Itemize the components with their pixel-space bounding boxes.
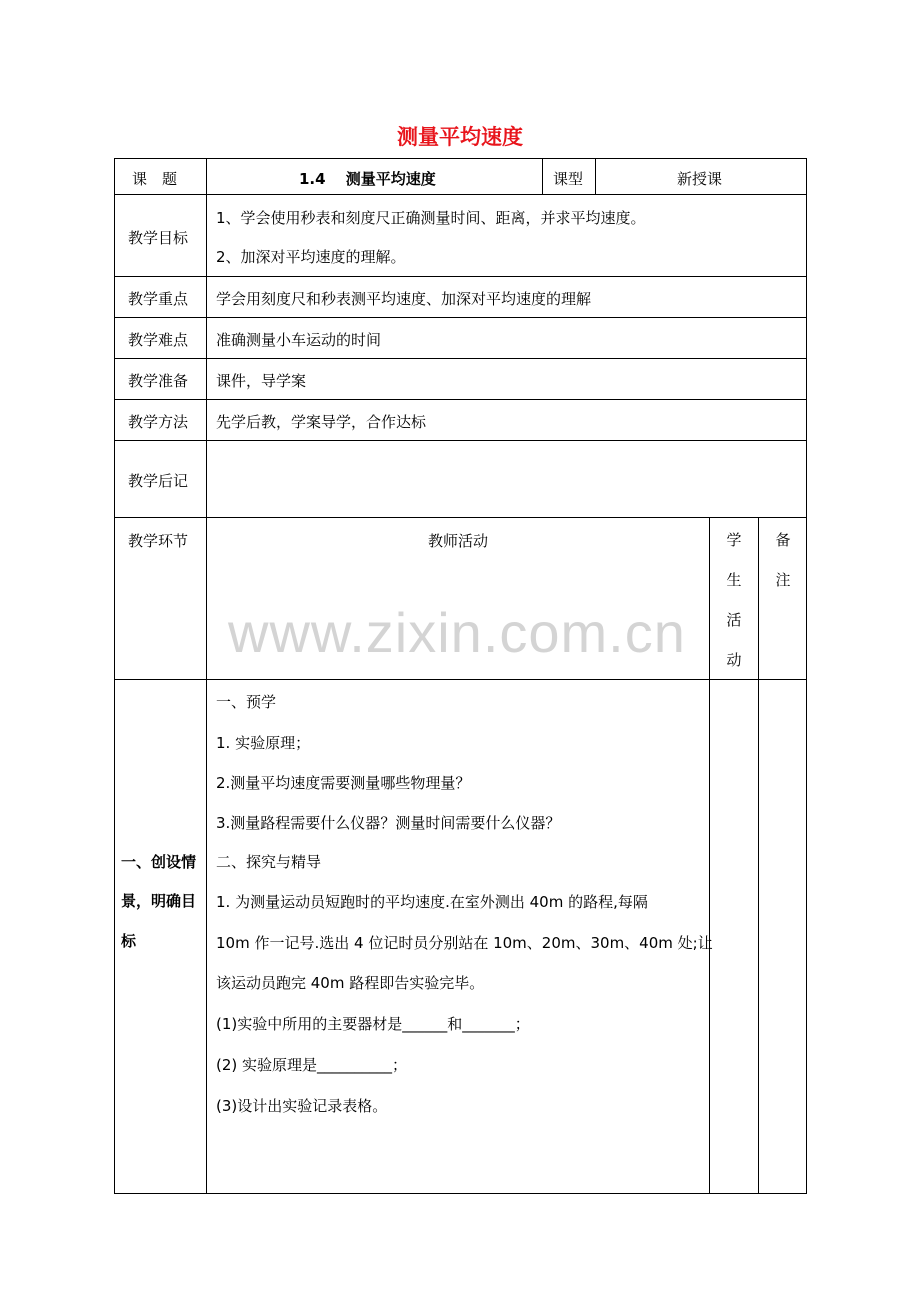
goals-label-cell bbox=[114, 194, 207, 277]
method-label: 教学方法 bbox=[128, 413, 189, 431]
activity-line: 一、预学 bbox=[216, 693, 277, 711]
type-value: 新授课 bbox=[677, 170, 723, 188]
activity-line: 该运动员跑完 40m 路程即告实验完毕。 bbox=[216, 974, 485, 992]
vertical-char: 学 bbox=[726, 531, 742, 549]
goals-line-2: 2、加深对平均速度的理解。 bbox=[216, 248, 406, 266]
activity-line: 3.测量路程需要什么仪器？测量时间需要什么仪器？ bbox=[216, 814, 561, 832]
remark-header-cell bbox=[758, 517, 807, 680]
prep-value-cell bbox=[206, 358, 807, 400]
notes-value-cell bbox=[206, 440, 807, 518]
activity-line: 1. 为测量运动员短跑时的平均速度.在室外测出 40m 的路程,每隔 bbox=[216, 893, 648, 911]
type-value-cell bbox=[595, 158, 807, 195]
remark-cell bbox=[758, 679, 807, 1194]
diff-value-cell bbox=[206, 317, 807, 359]
stage-cell bbox=[114, 679, 207, 1194]
activity-line: (1)实验中所用的主要器材是______和_______； bbox=[216, 1015, 530, 1033]
activity-line: 2.测量平均速度需要测量哪些物理量？ bbox=[216, 774, 471, 792]
topic-label: 课 题 bbox=[132, 170, 178, 188]
stage-line-3: 标 bbox=[121, 932, 137, 950]
stage-header-cell bbox=[114, 517, 207, 680]
method-value: 先学后教，学案导学，合作达标 bbox=[216, 413, 427, 431]
activity-line: (3)设计出实验记录表格。 bbox=[216, 1097, 388, 1115]
stage-header: 教学环节 bbox=[128, 532, 189, 550]
prep-value: 课件，导学案 bbox=[216, 372, 307, 390]
student-header-cell bbox=[709, 517, 759, 680]
topic-value-cell bbox=[206, 158, 543, 195]
activity-line: 二、探究与精导 bbox=[216, 853, 322, 871]
prep-label: 教学准备 bbox=[128, 372, 189, 390]
activity-line: (2) 实验原理是__________； bbox=[216, 1056, 408, 1074]
vertical-char: 生 bbox=[726, 571, 742, 589]
key-value: 学会用刻度尺和秒表测平均速度、加深对平均速度的理解 bbox=[216, 290, 592, 308]
vertical-char: 活 bbox=[726, 611, 742, 629]
student-activity-cell bbox=[709, 679, 759, 1194]
goals-line-1: 1、学会使用秒表和刻度尺正确测量时间、距离，并求平均速度。 bbox=[216, 209, 646, 227]
goals-label: 教学目标 bbox=[128, 229, 189, 247]
page-title: 测量平均速度 bbox=[397, 125, 523, 149]
activity-line: 1. 实验原理； bbox=[216, 734, 311, 752]
vertical-char: 备 bbox=[775, 531, 791, 549]
activity-line: 10m 作一记号.选出 4 位记时员分别站在 10m、20m、30m、40m 处;让 bbox=[216, 934, 713, 952]
type-label-cell bbox=[542, 158, 596, 195]
vertical-char: 注 bbox=[775, 571, 791, 589]
key-label: 教学重点 bbox=[128, 290, 189, 308]
diff-value: 准确测量小车运动的时间 bbox=[216, 331, 382, 349]
type-label: 课型 bbox=[553, 170, 584, 188]
topic-label-cell bbox=[114, 158, 207, 195]
key-label-cell bbox=[114, 276, 207, 318]
student-header bbox=[724, 520, 744, 680]
prep-label-cell bbox=[114, 358, 207, 400]
stage-line-1: 一、创设情 bbox=[121, 853, 197, 871]
stage-line-2: 景，明确目 bbox=[121, 892, 197, 910]
remark-header bbox=[773, 520, 793, 600]
teacher-header: 教师活动 bbox=[428, 532, 489, 550]
method-label-cell bbox=[114, 399, 207, 441]
topic-value: 1.4 测量平均速度 bbox=[299, 170, 436, 188]
vertical-char: 动 bbox=[726, 651, 742, 669]
notes-label: 教学后记 bbox=[128, 472, 189, 490]
watermark: www.zixin.com.cn bbox=[228, 601, 686, 664]
notes-label-cell bbox=[114, 440, 207, 518]
diff-label: 教学难点 bbox=[128, 331, 189, 349]
goals-value-cell bbox=[206, 194, 807, 277]
diff-label-cell bbox=[114, 317, 207, 359]
key-value-cell bbox=[206, 276, 807, 318]
method-value-cell bbox=[206, 399, 807, 441]
teacher-activity-cell bbox=[206, 679, 713, 1194]
